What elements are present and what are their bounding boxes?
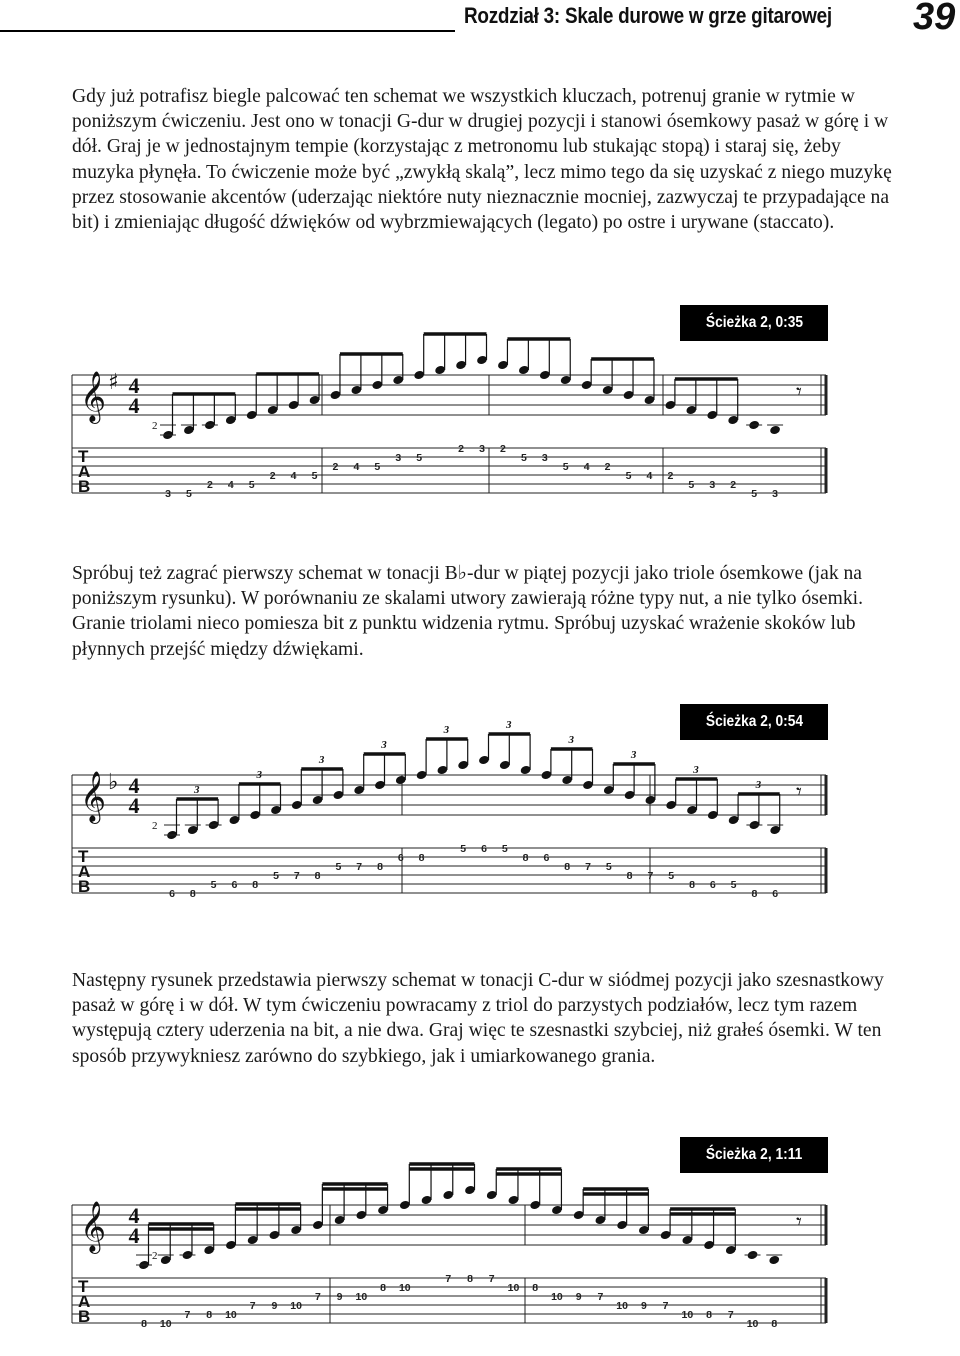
tab-fret-number: 5	[520, 452, 527, 464]
tab-letter: A	[78, 462, 91, 481]
tab-fret-number: 7	[445, 1273, 452, 1285]
triplet-mark: 3	[630, 749, 637, 761]
tab-fret-number: 8	[206, 1309, 213, 1321]
rest: 𝄾	[796, 1210, 802, 1235]
tab-fret-number: 2	[667, 470, 674, 482]
time-signature-bottom: 4	[128, 793, 140, 818]
triplet-mark: 3	[318, 754, 325, 766]
tab-fret-number: 5	[625, 470, 632, 482]
triplet-mark: 3	[381, 739, 387, 751]
triplet-mark: 3	[755, 779, 762, 791]
tab-fret-number: 10	[616, 1300, 628, 1312]
tab-fret-number: 7	[249, 1300, 256, 1312]
tab-fret-number: 8	[532, 1282, 539, 1294]
tab-fret-number: 7	[184, 1309, 191, 1321]
tab-fret-number: 8	[377, 861, 383, 873]
triplet-mark: 3	[443, 724, 450, 736]
tab-fret-number: 9	[640, 1300, 647, 1312]
tab-fret-number: 2	[500, 443, 506, 455]
triplet-mark: 3	[506, 719, 512, 731]
tab-fret-number: 5	[501, 843, 508, 855]
tab-fret-number: 8	[252, 879, 259, 891]
tab-fret-number: 8	[141, 1318, 147, 1330]
tab-fret-number: 8	[771, 1318, 778, 1330]
tab-fret-number: 5	[562, 461, 569, 473]
track-label-3: Ścieżka 2, 1:11	[680, 1137, 828, 1173]
tab-fret-number: 5	[751, 488, 758, 500]
tab-fret-number: 3	[395, 452, 402, 464]
key-signature: ♭	[108, 770, 119, 795]
tab-fret-number: 6	[709, 879, 716, 891]
tab-fret-number: 7	[314, 1291, 321, 1303]
time-signature-top: 4	[128, 373, 140, 398]
paragraph-3: Następny rysunek przedstawia pierwszy schemat w tonacji C-dur w siódmej pozycji jako szesnastkowy pasaż w górę i w dół. W tym ćwiczeniu powracamy z triol do parzystych podziałów, lecz tym razem występują cztery uderzenia na bit, a nie dwa. Graj więc te szesnastki szybciej, niż grałeś ósemki. W ten sposób przywykniesz zarówno do szybkiego, jak i umiarkowanego grania.	[72, 970, 884, 1067]
tab-fret-number: 2	[269, 470, 276, 482]
tab-fret-number: 5	[335, 861, 342, 873]
triplet-mark: 3	[568, 734, 574, 746]
time-signature-bottom: 4	[128, 1223, 140, 1248]
header-rule	[0, 30, 455, 32]
tab-fret-number: 2	[332, 461, 339, 473]
fingering-number: 2	[152, 820, 158, 832]
tab-fret-number: 10	[159, 1318, 172, 1330]
tab-fret-number: 10	[355, 1291, 368, 1303]
rest: 𝄾	[796, 780, 802, 805]
treble-clef: 𝄞	[80, 371, 107, 422]
tab-fret-number: 5	[374, 461, 381, 473]
tab-fret-number: 2	[730, 479, 737, 491]
note-head	[768, 1255, 780, 1266]
tab-fret-number: 4	[353, 461, 360, 473]
tab-fret-number: 8	[751, 888, 758, 900]
tab-fret-number: 3	[709, 479, 716, 491]
tab-fret-number: 3	[165, 488, 171, 500]
triplet-mark: 3	[256, 769, 262, 781]
tab-fret-number: 10	[507, 1282, 520, 1294]
triplet-mark: 3	[194, 784, 200, 796]
tab-fret-number: 10	[746, 1318, 759, 1330]
tab-fret-number: 7	[293, 870, 300, 882]
tab-fret-number: 7	[727, 1309, 734, 1321]
treble-clef: 𝄞	[80, 1201, 107, 1252]
tab-fret-number: 8	[522, 852, 529, 864]
tab-fret-number: 8	[380, 1282, 386, 1294]
track-label-2: Ścieżka 2, 0:54	[680, 704, 828, 740]
tab-letter: T	[78, 447, 89, 466]
tab-fret-number: 7	[662, 1300, 669, 1312]
tab-fret-number: 8	[189, 888, 196, 900]
paragraph-1: Gdy już potrafisz biegle palcować ten schemat we wszystkich kluczach, potrenuj granie w rytmie w poniższym ćwiczeniu. Jest ono w tonacji G-dur w drugiej pozycji i stanowi ósemkowy pasaż w górę i w dół. Graj je w jednostajnym tempie (korzystając z metronomu lub stukając stopą) i staraj się, żeby muzyka płynęła. To ćwiczenie może być „zwykłą skalą”, lecz mimo tego da się uzyskać z niego muzykę przez stosowanie akcentów (uderzając niektóre nuty nieznacznie mocniej, zazwyczaj te przypadające na bit) i zmieniając długość dźwięków od wybrzmiewających (legato) po ostre i urywane (staccato).	[72, 86, 892, 234]
tab-letter: T	[78, 1277, 89, 1296]
tab-fret-number: 9	[336, 1291, 343, 1303]
tab-letter: T	[78, 847, 89, 866]
tab-fret-number: 8	[689, 879, 695, 891]
page-header	[0, 0, 960, 50]
tab-fret-number: 8	[314, 870, 321, 882]
tab-fret-number: 10	[551, 1291, 563, 1303]
tab-fret-number: 6	[231, 879, 238, 891]
tab-fret-number: 7	[597, 1291, 604, 1303]
notation-example-1	[0, 355, 960, 525]
tab-fret-number: 6	[772, 888, 779, 900]
tab-letter: B	[78, 877, 91, 896]
tab-fret-number: 4	[227, 479, 234, 491]
tab-fret-number: 6	[481, 843, 487, 855]
tab-fret-number: 4	[290, 470, 297, 482]
time-signature-top: 4	[128, 1203, 140, 1228]
tab-fret-number: 5	[186, 488, 192, 500]
tab-fret-number: 5	[730, 879, 737, 891]
tab-fret-number: 7	[356, 861, 363, 873]
tab-letter: B	[78, 477, 91, 496]
tab-fret-number: 7	[488, 1273, 495, 1285]
tab-fret-number: 8	[564, 861, 571, 873]
tab-fret-number: 2	[458, 443, 464, 455]
tab-fret-number: 2	[604, 461, 611, 473]
tab-fret-number: 3	[479, 443, 485, 455]
tab-fret-number: 6	[543, 852, 550, 864]
tab-fret-number: 7	[585, 861, 591, 873]
tab-fret-number: 7	[647, 870, 654, 882]
tab-fret-number: 3	[772, 488, 778, 500]
note-head	[769, 425, 781, 436]
tab-fret-number: 5	[668, 870, 675, 882]
tab-fret-number: 10	[681, 1309, 694, 1321]
track-label-1: Ścieżka 2, 0:35	[680, 305, 828, 341]
tab-fret-number: 4	[646, 470, 653, 482]
tab-fret-number: 9	[271, 1300, 278, 1312]
tab-letter: A	[78, 862, 91, 881]
tab-fret-number: 8	[706, 1309, 712, 1321]
tab-fret-number: 8	[467, 1273, 473, 1285]
key-signature: ♯	[108, 370, 119, 395]
tab-fret-number: 5	[688, 479, 695, 491]
tab-fret-number: 5	[273, 870, 279, 882]
tab-fret-number: 6	[397, 852, 404, 864]
tab-letter: B	[78, 1307, 91, 1326]
triplet-mark: 3	[693, 764, 699, 776]
treble-clef: 𝄞	[80, 771, 107, 822]
tab-fret-number: 8	[626, 870, 633, 882]
tab-fret-number: 5	[311, 470, 318, 482]
notation-example-3	[0, 1185, 960, 1356]
tab-fret-number: 6	[169, 888, 175, 900]
tab-fret-number: 5	[460, 843, 467, 855]
tab-fret-number: 2	[206, 479, 213, 491]
tab-fret-number: 5	[605, 861, 612, 873]
tab-fret-number: 10	[225, 1309, 237, 1321]
fingering-number: 2	[152, 1250, 158, 1262]
time-signature-top: 4	[128, 773, 140, 798]
time-signature-bottom: 4	[128, 393, 140, 418]
tab-fret-number: 3	[541, 452, 548, 464]
paragraph-2: Spróbuj też zagrać pierwszy schemat w tonacji B♭-dur w piątej pozycji jako triole ósemkowe (jak na poniższym rysunku). W porównaniu ze skalami utwory zawierają różne typy nut, a nie tylko ósemki. Granie triolami nieco pomiesza bit z punktu widzenia rytmu. Spróbuj uzyskać wrażenie skoków lub płynnych przejść między dźwiękami.	[72, 563, 863, 660]
tab-fret-number: 10	[290, 1300, 302, 1312]
tab-fret-number: 5	[248, 479, 255, 491]
page-number: 39	[913, 0, 956, 38]
fingering-number: 2	[152, 420, 158, 432]
tab-fret-number: 10	[398, 1282, 411, 1294]
chapter-title: Rozdział 3: Skale durowe w grze gitarowej	[464, 3, 832, 28]
tab-fret-number: 5	[416, 452, 423, 464]
tab-letter: A	[78, 1292, 91, 1311]
tab-fret-number: 9	[575, 1291, 582, 1303]
tab-fret-number: 4	[583, 461, 590, 473]
tab-fret-number: 8	[418, 852, 425, 864]
tab-fret-number: 5	[210, 879, 217, 891]
rest: 𝄾	[796, 380, 802, 405]
